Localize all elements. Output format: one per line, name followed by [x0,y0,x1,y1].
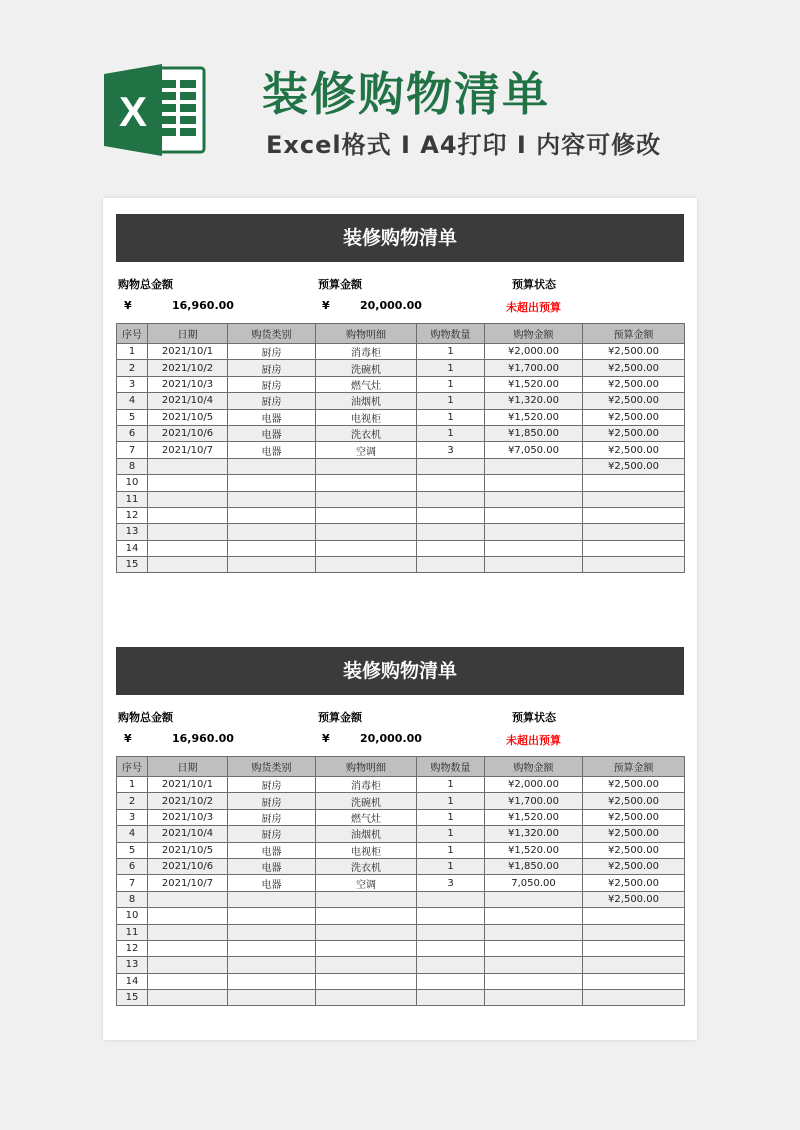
table-cell: 洗碗机 [316,793,417,809]
table-row [117,793,685,809]
table-cell: ¥2,500.00 [583,793,685,809]
table-cell [417,908,485,924]
table-cell: 电器 [228,442,316,458]
table-cell [583,524,685,540]
table-cell: 厨房 [228,344,316,360]
table-cell [417,475,485,491]
table-cell: 消毒柜 [316,777,417,793]
table-cell [316,940,417,956]
table-cell [583,908,685,924]
table-row [117,540,685,556]
table-row [117,442,685,458]
table-cell [316,557,417,573]
table-cell: ¥2,500.00 [583,376,685,392]
table-cell: ¥2,000.00 [485,777,583,793]
table-row [117,924,685,940]
table-cell: 2021/10/5 [148,842,228,858]
table-cell: 2 [117,360,148,376]
table-cell [583,957,685,973]
table-cell [316,524,417,540]
table-header-row [117,757,685,777]
table-cell: 2 [117,793,148,809]
table-cell [485,973,583,989]
table-cell [148,475,228,491]
table-row [117,475,685,491]
table-cell [417,924,485,940]
table-cell [417,540,485,556]
table-cell: 15 [117,990,148,1006]
table-row [117,842,685,858]
table-cell: 1 [417,777,485,793]
table-row [117,858,685,874]
table-cell: 7,050.00 [485,875,583,891]
table-cell [148,557,228,573]
table-cell: ¥2,500.00 [583,777,685,793]
purchase-table [116,323,685,573]
budget-currency: ¥ [322,299,330,312]
table-cell [485,458,583,474]
budget-value: 20,000.00 [360,732,422,745]
total-amount-label: 购物总金额 [118,278,173,291]
table-cell [316,491,417,507]
table-cell: 1 [117,344,148,360]
table-cell: 1 [417,826,485,842]
table-cell [148,458,228,474]
table-cell: 3 [117,376,148,392]
column-header: 购物金额 [485,324,583,344]
table-cell: 1 [417,809,485,825]
table-cell: 1 [417,793,485,809]
purchase-table [116,756,685,1006]
table-row [117,891,685,907]
sheet-1 [116,214,684,573]
sheet-2 [116,647,684,1006]
table-cell: ¥2,500.00 [583,442,685,458]
table-cell [228,891,316,907]
column-header: 购物明细 [316,324,417,344]
budget-status-value: 未超出预算 [506,301,561,314]
table-cell: ¥2,500.00 [583,409,685,425]
table-cell [228,990,316,1006]
table-cell: 厨房 [228,376,316,392]
table-cell: 3 [417,875,485,891]
table-cell: 油烟机 [316,826,417,842]
column-header: 购物金额 [485,757,583,777]
table-cell: ¥1,520.00 [485,809,583,825]
column-header: 预算金额 [583,324,685,344]
sheet-title: 装修购物清单 [116,214,684,262]
column-header: 序号 [117,324,148,344]
table-cell: 空调 [316,442,417,458]
table-cell [583,990,685,1006]
table-cell: 空调 [316,875,417,891]
table-cell [228,924,316,940]
table-row [117,557,685,573]
table-cell: 5 [117,842,148,858]
table-cell [485,908,583,924]
table-cell [417,891,485,907]
table-row [117,990,685,1006]
table-cell [316,458,417,474]
table-cell [148,507,228,523]
table-cell: ¥1,320.00 [485,826,583,842]
table-cell [485,507,583,523]
table-cell [228,957,316,973]
table-cell: 厨房 [228,793,316,809]
table-cell [228,491,316,507]
summary-section [116,695,684,756]
table-row [117,940,685,956]
table-cell: 2021/10/6 [148,425,228,441]
table-cell: ¥1,700.00 [485,793,583,809]
table-cell: 10 [117,908,148,924]
table-cell [583,940,685,956]
table-cell [316,957,417,973]
table-row [117,973,685,989]
table-cell [417,491,485,507]
table-cell: ¥1,850.00 [485,858,583,874]
table-cell [148,540,228,556]
table-cell [485,491,583,507]
budget-status-value: 未超出预算 [506,734,561,747]
table-row [117,957,685,973]
table-cell [417,557,485,573]
table-cell [417,990,485,1006]
table-cell: 1 [417,425,485,441]
table-row [117,360,685,376]
table-cell [316,475,417,491]
table-cell: 2021/10/3 [148,376,228,392]
table-cell: ¥1,520.00 [485,409,583,425]
total-amount-label: 购物总金额 [118,711,173,724]
table-cell: 6 [117,425,148,441]
table-cell: 厨房 [228,777,316,793]
table-row [117,458,685,474]
table-cell: 电器 [228,409,316,425]
table-cell [583,540,685,556]
table-cell [316,990,417,1006]
table-cell: 1 [417,360,485,376]
table-cell: 1 [417,376,485,392]
table-cell [485,557,583,573]
column-header: 序号 [117,757,148,777]
table-cell: 1 [417,842,485,858]
table-cell: ¥2,500.00 [583,425,685,441]
table-cell [417,524,485,540]
budget-status-label: 预算状态 [512,278,556,291]
table-cell: 燃气灶 [316,376,417,392]
table-cell: ¥2,500.00 [583,826,685,842]
table-cell: 8 [117,458,148,474]
excel-logo-icon [100,60,210,160]
table-cell: 3 [417,442,485,458]
table-cell [228,557,316,573]
table-cell [228,940,316,956]
table-cell: 2021/10/1 [148,344,228,360]
table-cell: 1 [117,777,148,793]
table-cell: 电视柜 [316,842,417,858]
total-amount-value: 16,960.00 [172,732,234,745]
table-cell: 电器 [228,858,316,874]
table-cell: 2021/10/7 [148,875,228,891]
table-cell: 13 [117,957,148,973]
table-cell: 2021/10/2 [148,360,228,376]
table-cell [417,458,485,474]
table-cell: 2021/10/4 [148,393,228,409]
table-row [117,524,685,540]
table-cell: ¥2,500.00 [583,842,685,858]
table-cell [148,940,228,956]
table-cell: 2021/10/3 [148,809,228,825]
table-cell [485,524,583,540]
table-cell: ¥2,500.00 [583,344,685,360]
table-cell [583,973,685,989]
table-cell: 电器 [228,425,316,441]
budget-label: 预算金额 [318,278,362,291]
table-cell: 2021/10/2 [148,793,228,809]
table-cell: 10 [117,475,148,491]
table-cell: 12 [117,940,148,956]
table-cell: ¥2,500.00 [583,875,685,891]
table-cell [148,924,228,940]
table-cell: 13 [117,524,148,540]
table-cell: 12 [117,507,148,523]
table-cell: ¥1,520.00 [485,842,583,858]
column-header: 日期 [148,757,228,777]
table-cell: 2021/10/1 [148,777,228,793]
table-cell: 8 [117,891,148,907]
column-header: 购货类别 [228,324,316,344]
table-cell: ¥2,500.00 [583,393,685,409]
table-cell [583,491,685,507]
table-cell [148,957,228,973]
table-cell [583,924,685,940]
table-cell [316,507,417,523]
table-row [117,425,685,441]
table-cell [485,540,583,556]
table-cell [485,990,583,1006]
table-cell [485,475,583,491]
table-cell: 洗碗机 [316,360,417,376]
budget-currency: ¥ [322,732,330,745]
table-cell: ¥1,320.00 [485,393,583,409]
table-cell [228,475,316,491]
table-cell [316,908,417,924]
table-cell: 厨房 [228,393,316,409]
table-cell: 1 [417,409,485,425]
table-cell: 洗衣机 [316,858,417,874]
table-row [117,875,685,891]
table-row [117,491,685,507]
page-header [0,0,800,190]
table-cell: ¥1,700.00 [485,360,583,376]
table-cell: 厨房 [228,360,316,376]
table-cell [316,540,417,556]
total-currency: ¥ [124,732,132,745]
table-row [117,809,685,825]
table-cell: 11 [117,924,148,940]
budget-label: 预算金额 [318,711,362,724]
table-cell: 油烟机 [316,393,417,409]
page-title: 装修购物清单 [262,67,550,121]
column-header: 购物明细 [316,757,417,777]
table-cell [228,973,316,989]
column-header: 购物数量 [417,757,485,777]
table-cell: 7 [117,442,148,458]
table-cell [228,908,316,924]
table-cell [485,940,583,956]
table-cell [228,540,316,556]
table-cell [485,924,583,940]
table-row [117,376,685,392]
table-cell [148,491,228,507]
table-cell [417,957,485,973]
total-amount-value: 16,960.00 [172,299,234,312]
column-header: 预算金额 [583,757,685,777]
table-row [117,777,685,793]
table-cell: 6 [117,858,148,874]
table-cell [228,458,316,474]
table-row [117,908,685,924]
table-cell [583,475,685,491]
document-page [103,198,697,1040]
logo-letter: X [118,88,148,135]
table-cell: ¥1,850.00 [485,425,583,441]
table-row [117,409,685,425]
table-cell: 7 [117,875,148,891]
table-cell: 2021/10/7 [148,442,228,458]
table-cell [316,891,417,907]
table-cell: ¥2,500.00 [583,858,685,874]
table-cell: 电器 [228,842,316,858]
table-cell [417,507,485,523]
table-cell: 厨房 [228,826,316,842]
table-cell [148,524,228,540]
column-header: 日期 [148,324,228,344]
budget-status-label: 预算状态 [512,711,556,724]
table-row [117,344,685,360]
table-cell [148,891,228,907]
table-cell [148,973,228,989]
table-cell: ¥2,500.00 [583,809,685,825]
table-header-row [117,324,685,344]
table-cell [316,973,417,989]
table-cell: ¥2,500.00 [583,891,685,907]
table-cell: 厨房 [228,809,316,825]
table-row [117,507,685,523]
table-cell: 4 [117,393,148,409]
table-cell: 电器 [228,875,316,891]
table-cell: 14 [117,973,148,989]
table-cell [417,940,485,956]
table-cell [228,524,316,540]
budget-value: 20,000.00 [360,299,422,312]
summary-section [116,262,684,323]
page-subtitle: Excel格式 I A4打印 I 内容可修改 [266,131,662,159]
table-cell: 1 [417,393,485,409]
table-cell [583,507,685,523]
table-cell: 1 [417,858,485,874]
table-cell: ¥7,050.00 [485,442,583,458]
table-cell: ¥1,520.00 [485,376,583,392]
table-cell [148,908,228,924]
table-cell: 4 [117,826,148,842]
column-header: 购货类别 [228,757,316,777]
table-cell: ¥2,500.00 [583,360,685,376]
table-row [117,393,685,409]
table-row [117,826,685,842]
table-cell [583,557,685,573]
table-cell: 洗衣机 [316,425,417,441]
table-cell: ¥2,500.00 [583,458,685,474]
table-cell [228,507,316,523]
total-currency: ¥ [124,299,132,312]
column-header: 购物数量 [417,324,485,344]
table-cell: 11 [117,491,148,507]
table-cell [485,957,583,973]
table-cell [485,891,583,907]
table-cell: 14 [117,540,148,556]
table-cell [316,924,417,940]
table-cell: 15 [117,557,148,573]
table-cell: 2021/10/5 [148,409,228,425]
table-cell [417,973,485,989]
table-cell: 5 [117,409,148,425]
table-cell: 3 [117,809,148,825]
table-cell [148,990,228,1006]
table-cell: 消毒柜 [316,344,417,360]
table-cell: 2021/10/4 [148,826,228,842]
table-cell: 2021/10/6 [148,858,228,874]
sheet-title: 装修购物清单 [116,647,684,695]
table-cell: 1 [417,344,485,360]
table-cell: 电视柜 [316,409,417,425]
table-cell: 燃气灶 [316,809,417,825]
table-cell: ¥2,000.00 [485,344,583,360]
